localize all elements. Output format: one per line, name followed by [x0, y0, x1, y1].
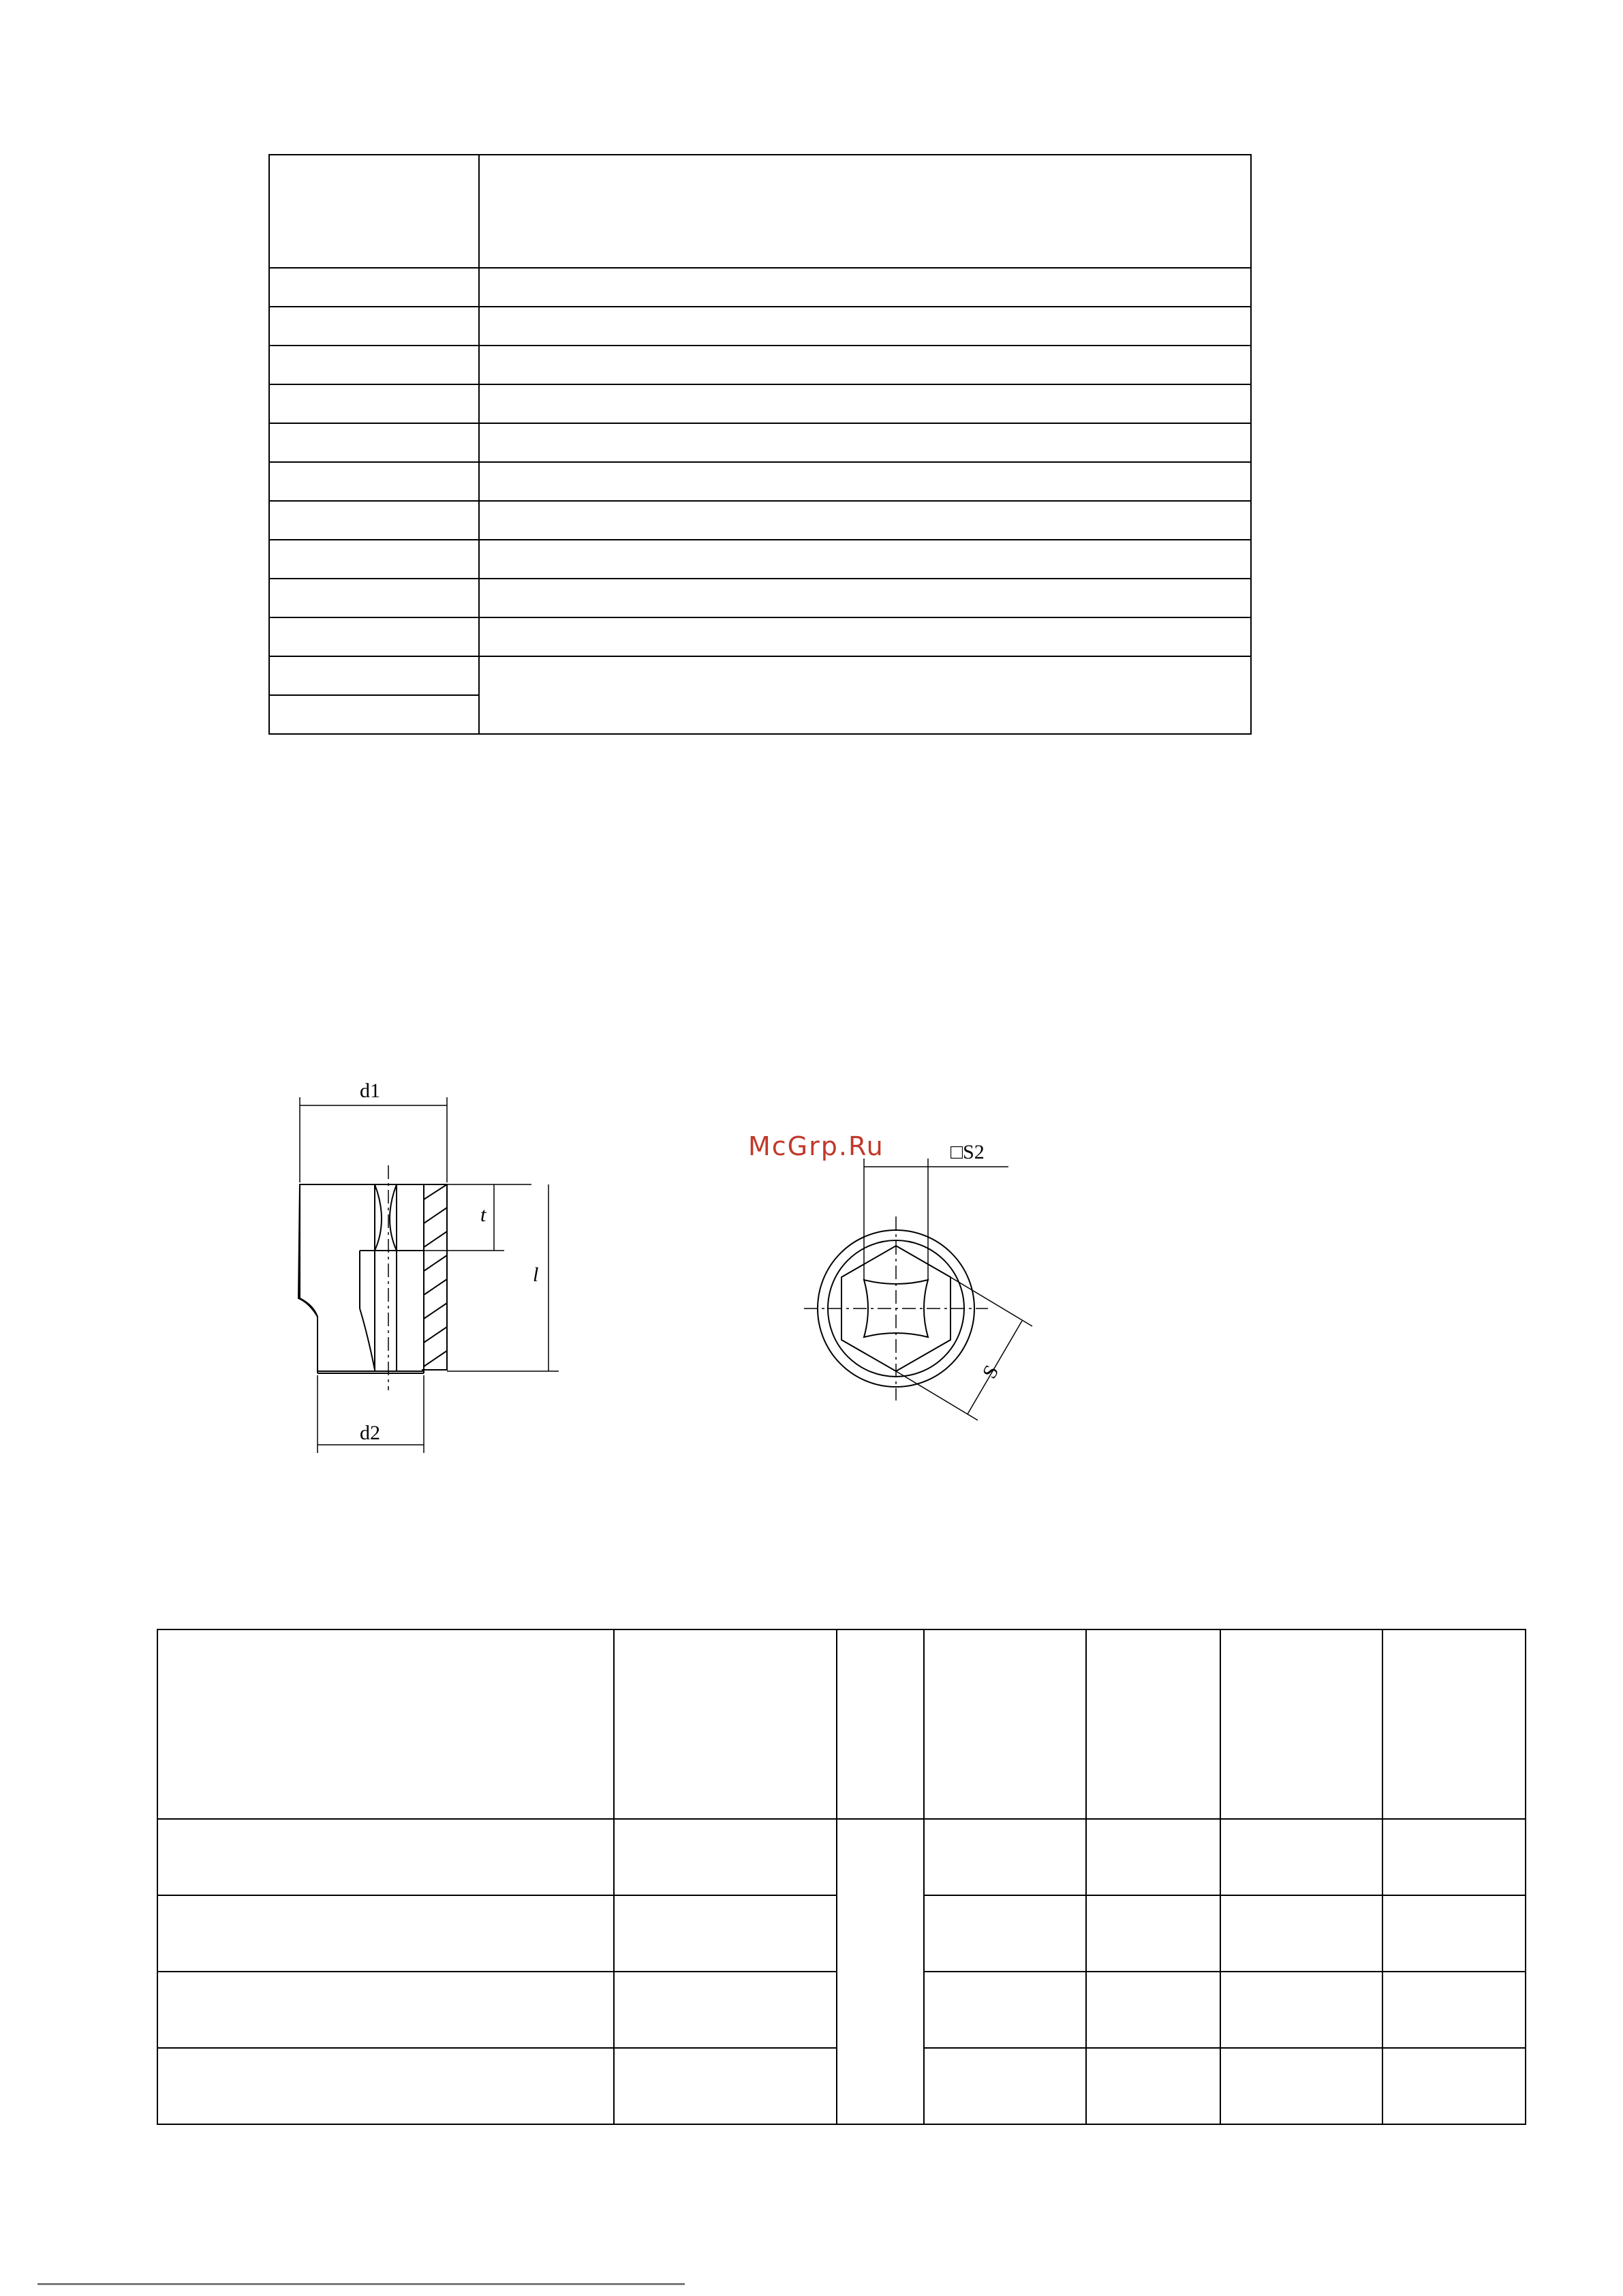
- table-row: [269, 155, 1251, 268]
- table-cell: [269, 423, 479, 462]
- table-row: [269, 501, 1251, 540]
- dimensions-table: [157, 1629, 1526, 2125]
- table-cell: [269, 695, 479, 734]
- table-cell: [837, 1629, 924, 1819]
- table-cell: [479, 540, 1251, 579]
- table-cell: [479, 501, 1251, 540]
- table-cell: [157, 1629, 614, 1819]
- table-cell: [269, 579, 479, 617]
- table-cell: [1220, 1629, 1382, 1819]
- spec-table: [268, 154, 1252, 735]
- table-cell: [269, 268, 479, 307]
- table-cell: [269, 617, 479, 656]
- table-cell: [924, 1895, 1086, 1972]
- table-cell: [1220, 1819, 1382, 1895]
- table-cell: [269, 346, 479, 384]
- label-d1: d1: [360, 1080, 380, 1102]
- table-cell: [479, 268, 1251, 307]
- table-cell: [924, 1972, 1086, 2048]
- table-cell: [269, 656, 479, 695]
- table-cell: [837, 1819, 924, 2124]
- label-l: l: [533, 1264, 539, 1286]
- table-cell: [1086, 1819, 1220, 1895]
- table-cell: [614, 1629, 837, 1819]
- table-row: [269, 423, 1251, 462]
- table-row: [157, 1629, 1526, 1819]
- table-row: [269, 268, 1251, 307]
- table-cell: [924, 1819, 1086, 1895]
- table-cell: [479, 155, 1251, 268]
- table-cell: [614, 1895, 837, 1972]
- table-row: [269, 656, 1251, 695]
- table-cell: [614, 1819, 837, 1895]
- table-cell: [269, 540, 479, 579]
- table-cell: [157, 2048, 614, 2124]
- socket-drawing: [273, 1063, 1090, 1472]
- table-cell: [479, 462, 1251, 501]
- table-row: [269, 540, 1251, 579]
- table-row: [269, 384, 1251, 423]
- table-row: [269, 307, 1251, 346]
- table-cell: [157, 1972, 614, 2048]
- table-row: [269, 579, 1251, 617]
- table-cell: [479, 656, 1251, 734]
- table-cell: [269, 155, 479, 268]
- table-cell: [1382, 1629, 1526, 1819]
- table-cell: [924, 1629, 1086, 1819]
- table-row: [269, 462, 1251, 501]
- table-cell: [1086, 1895, 1220, 1972]
- label-s: S: [978, 1361, 1004, 1383]
- table-cell: [1220, 1972, 1382, 2048]
- table-row: [269, 346, 1251, 384]
- table-cell: [479, 346, 1251, 384]
- table-cell: [479, 617, 1251, 656]
- watermark: McGrp.Ru: [748, 1131, 884, 1161]
- table-cell: [479, 423, 1251, 462]
- table-row: [157, 1819, 1526, 1895]
- label-t: t: [480, 1204, 486, 1226]
- table-cell: [1382, 1819, 1526, 1895]
- table-cell: [1086, 2048, 1220, 2124]
- table-cell: [1220, 2048, 1382, 2124]
- table-cell: [924, 2048, 1086, 2124]
- table-cell: [479, 579, 1251, 617]
- table-cell: [614, 2048, 837, 2124]
- table-cell: [1382, 1972, 1526, 2048]
- table-cell: [1220, 1895, 1382, 1972]
- table-cell: [479, 384, 1251, 423]
- table-cell: [1382, 2048, 1526, 2124]
- table-cell: [269, 462, 479, 501]
- table-cell: [269, 384, 479, 423]
- table-cell: [1382, 1895, 1526, 1972]
- label-d2: d2: [360, 1422, 380, 1444]
- table-cell: [269, 501, 479, 540]
- table-cell: [157, 1819, 614, 1895]
- table-cell: [479, 307, 1251, 346]
- table-cell: [1086, 1972, 1220, 2048]
- socket-side-outline: [298, 1184, 447, 1373]
- label-s2: □S2: [950, 1141, 985, 1163]
- table-cell: [614, 1972, 837, 2048]
- table-cell: [1086, 1629, 1220, 1819]
- footnote-divider: [37, 2283, 685, 2285]
- table-cell: [269, 307, 479, 346]
- table-row: [269, 617, 1251, 656]
- table-cell: [157, 1895, 614, 1972]
